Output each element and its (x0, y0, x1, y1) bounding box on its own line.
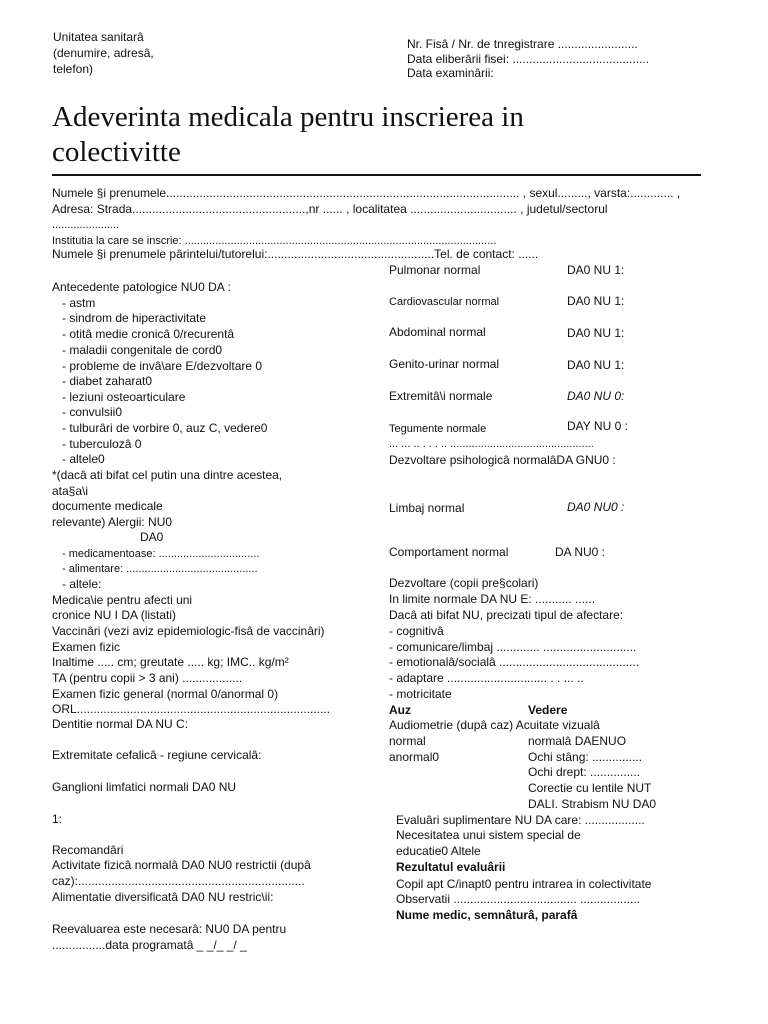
attach-note-line-2: ata§a\i (52, 484, 89, 498)
special-system-line: Necesitatea unui sistem special de (396, 828, 581, 842)
name-line: Numele §i prenumele.......................................................................................................... , sexul........., varsta:............. , (52, 186, 681, 200)
allergy-item: - alimentare: ........................................... (62, 563, 258, 575)
antecedent-item: - maladii congenitale de cord0 (62, 343, 223, 357)
behavior-label: Comportament normal (389, 545, 509, 559)
cardio-label: Cardiovascular normal (389, 296, 500, 308)
reevaluation-line-2: ................data programatâ _ _/_ _/ _ (52, 938, 247, 952)
antecedent-item: - otitâ medie cronicâ 0/recurentâ (62, 327, 235, 341)
page-title (52, 100, 524, 170)
extremities-options: DA0 NU 0: (567, 389, 625, 403)
skin-label: Tegumente normale (389, 423, 487, 435)
affection-type-line: Dacâ ati bifat NU, precizati tipul de afectare: (389, 608, 624, 622)
height-weight-line: Inaltime ..... cm; greutate ..... kg; IMC.. kg/m² (52, 655, 289, 669)
activity-line-1: Activitate fizicâ normalâ DA0 NU0 restrictii (dupâ (52, 858, 311, 872)
general-exam-line: Examen fizic general (normal 0/anormal 0) (52, 687, 279, 701)
education-other-line: educatie0 Altele (396, 844, 481, 858)
hearing-normal: normal (389, 734, 426, 748)
lymph-nodes-line: Ganglioni limfatici normali DA0 NU (52, 780, 237, 794)
diet-line: Alimentatie diversificatâ DA0 NU restric\ii: (52, 890, 274, 904)
affection-item: - comunicare/limbaj ............. ............................ (389, 640, 637, 654)
fisa-number: Nr. Fisâ / Nr. de tnregistrare ........................ (407, 37, 638, 51)
lymph-nodes-note: 1: (52, 812, 63, 826)
behavior-options: DA NU0 : (555, 545, 606, 559)
right-eye-line: Ochi drept: ............... (528, 765, 641, 779)
unit-label-line-2: (denumire, adresâ, (53, 46, 154, 60)
attach-note-line-1: *(dacâ ati bifat cel putin una dintre acestea, (52, 468, 283, 482)
antecedent-item: - probleme de invâ\are E/dezvoltare 0 (62, 359, 263, 373)
parent-line: Numele §i prenumele pârintelui/tutorelui:..................................................Tel. de contact: ...... (52, 247, 539, 261)
antecedent-item: - leziuni osteoarticulare (62, 390, 186, 404)
exam-date: Data examinârii: (407, 66, 494, 80)
skin-dots: ... ... .. . . . .. ............................................... (389, 438, 594, 450)
page-title-line-2: colectivitte (52, 136, 181, 168)
affection-item: - adaptare .............................. . . ... .. (389, 671, 584, 685)
abdominal-label: Abdominal normal (389, 325, 486, 339)
issue-date: Data eliberârii fisei: ......................................... (407, 52, 650, 66)
medication-line-1: Medica\ie pentru afecti uni (52, 593, 193, 607)
hearing-abnormal: anormal0 (389, 750, 440, 764)
hearing-heading: Auz (389, 703, 411, 717)
skin-options: DAY NU 0 : (567, 419, 628, 433)
cardio-options: DA0 NU 1: (567, 294, 625, 308)
address-continuation: ...................... (52, 219, 120, 231)
language-options: DA0 NU0 : (567, 500, 625, 514)
audiometry-line: Audiometrie (dupâ caz) Acuitate vizualâ (389, 718, 600, 732)
language-label: Limbaj normal (389, 501, 465, 515)
allergies-yes: DA0 (140, 530, 164, 544)
antecedent-item: - sindrom de hiperactivitate (62, 311, 207, 325)
dentition-line: Dentitie normal DA NU C: (52, 717, 189, 731)
allergy-item: - altele: (62, 577, 102, 591)
title-divider (52, 174, 701, 176)
pulmonary-options: DA0 NU 1: (567, 263, 625, 277)
head-neck-line: Extremitate cefalicâ - regiune cervicalâ: (52, 748, 262, 762)
observations-line: Observatii ..................................... .................. (396, 892, 641, 906)
reevaluation-line-1: Reevaluarea este necesarâ: NU0 DA pentru (52, 922, 287, 936)
antecedent-item: - astm (62, 296, 96, 310)
medication-line-2: cronice NU I DA (listati) (52, 608, 177, 622)
antecedent-item: - tuberculozâ 0 (62, 437, 142, 451)
lens-correction-line: Corectie cu lentile NUT (528, 781, 652, 795)
fit-for-collectivity-line: Copil apt C/inapt0 pentru intrarea in colectivitate (396, 877, 652, 891)
strabismus-line: DALI. Strabism NU DA0 (528, 797, 657, 811)
preschool-heading: Dezvoltare (copii pre§colari) (389, 576, 539, 590)
genito-label: Genito-urinar normal (389, 357, 500, 371)
evaluation-result-heading: Rezultatul evaluârii (396, 860, 506, 874)
abdominal-options: DA0 NU 1: (567, 326, 625, 340)
orl-line: ORL............................................................................ (52, 702, 331, 716)
institution-line: Institutia la care se inscrie: ...................................................................................................... (52, 235, 497, 247)
physical-exam-heading: Examen fizic (52, 640, 121, 654)
antecedent-item: - altele0 (62, 452, 105, 466)
unit-label-line-3: telefon) (53, 62, 94, 76)
attach-note-line-3: documente medicale (52, 499, 163, 513)
blood-pressure-line: TA (pentru copii > 3 ani) .................. (52, 671, 243, 685)
antecedents-heading: Antecedente patologice NU0 DA : (52, 280, 231, 294)
recommendations-heading: Recomandâri (52, 843, 124, 857)
vision-heading: Vedere (528, 703, 568, 717)
doctor-signature-line: Nume medic, semnâturâ, parafâ (396, 908, 578, 922)
affection-item: - cognitivâ (389, 624, 444, 638)
antecedent-item: - tulburâri de vorbire 0, auz C, vedere0 (62, 421, 268, 435)
left-eye-line: Ochi stâng: ............... (528, 750, 643, 764)
normal-limits-line: In limite normale DA NU E: ........... ...... (389, 592, 596, 606)
allergy-item: - medicamentoase: ................................. (62, 548, 260, 560)
extremities-label: Extremitâ\i normale (389, 389, 493, 403)
antecedent-item: - convulsii0 (62, 405, 123, 419)
affection-item: - emotionalâ/socialâ .......................................... (389, 655, 640, 669)
allergies-line: relevante) Alergii: NU0 (52, 515, 173, 529)
extra-evaluations-line: Evaluâri suplimentare NU DA care: .................. (396, 813, 645, 827)
page-title-line-1: Adeverinta medicala pentru inscrierea in (52, 101, 524, 133)
affection-item: - motricitate (389, 687, 452, 701)
vision-normal: normalâ DAENUO (528, 734, 627, 748)
pulmonary-label: Pulmonar normal (389, 263, 481, 277)
unit-label-line-1: Unitatea sanitarâ (53, 30, 144, 44)
psych-development-line: Dezvoltare psihologicâ normalâDA GNU0 : (389, 453, 616, 467)
vaccination-line: Vaccinâri (vezi aviz epidemiologic-fisâ de vaccinâri) (52, 624, 325, 638)
genito-options: DA0 NU 1: (567, 358, 625, 372)
address-line: Adresa: Strada....................................................,nr ...... , localitatea ................................ , judetul/sectorul (52, 202, 608, 216)
activity-line-2: caz):.................................................................... (52, 874, 305, 888)
antecedent-item: - diabet zaharat0 (62, 374, 153, 388)
